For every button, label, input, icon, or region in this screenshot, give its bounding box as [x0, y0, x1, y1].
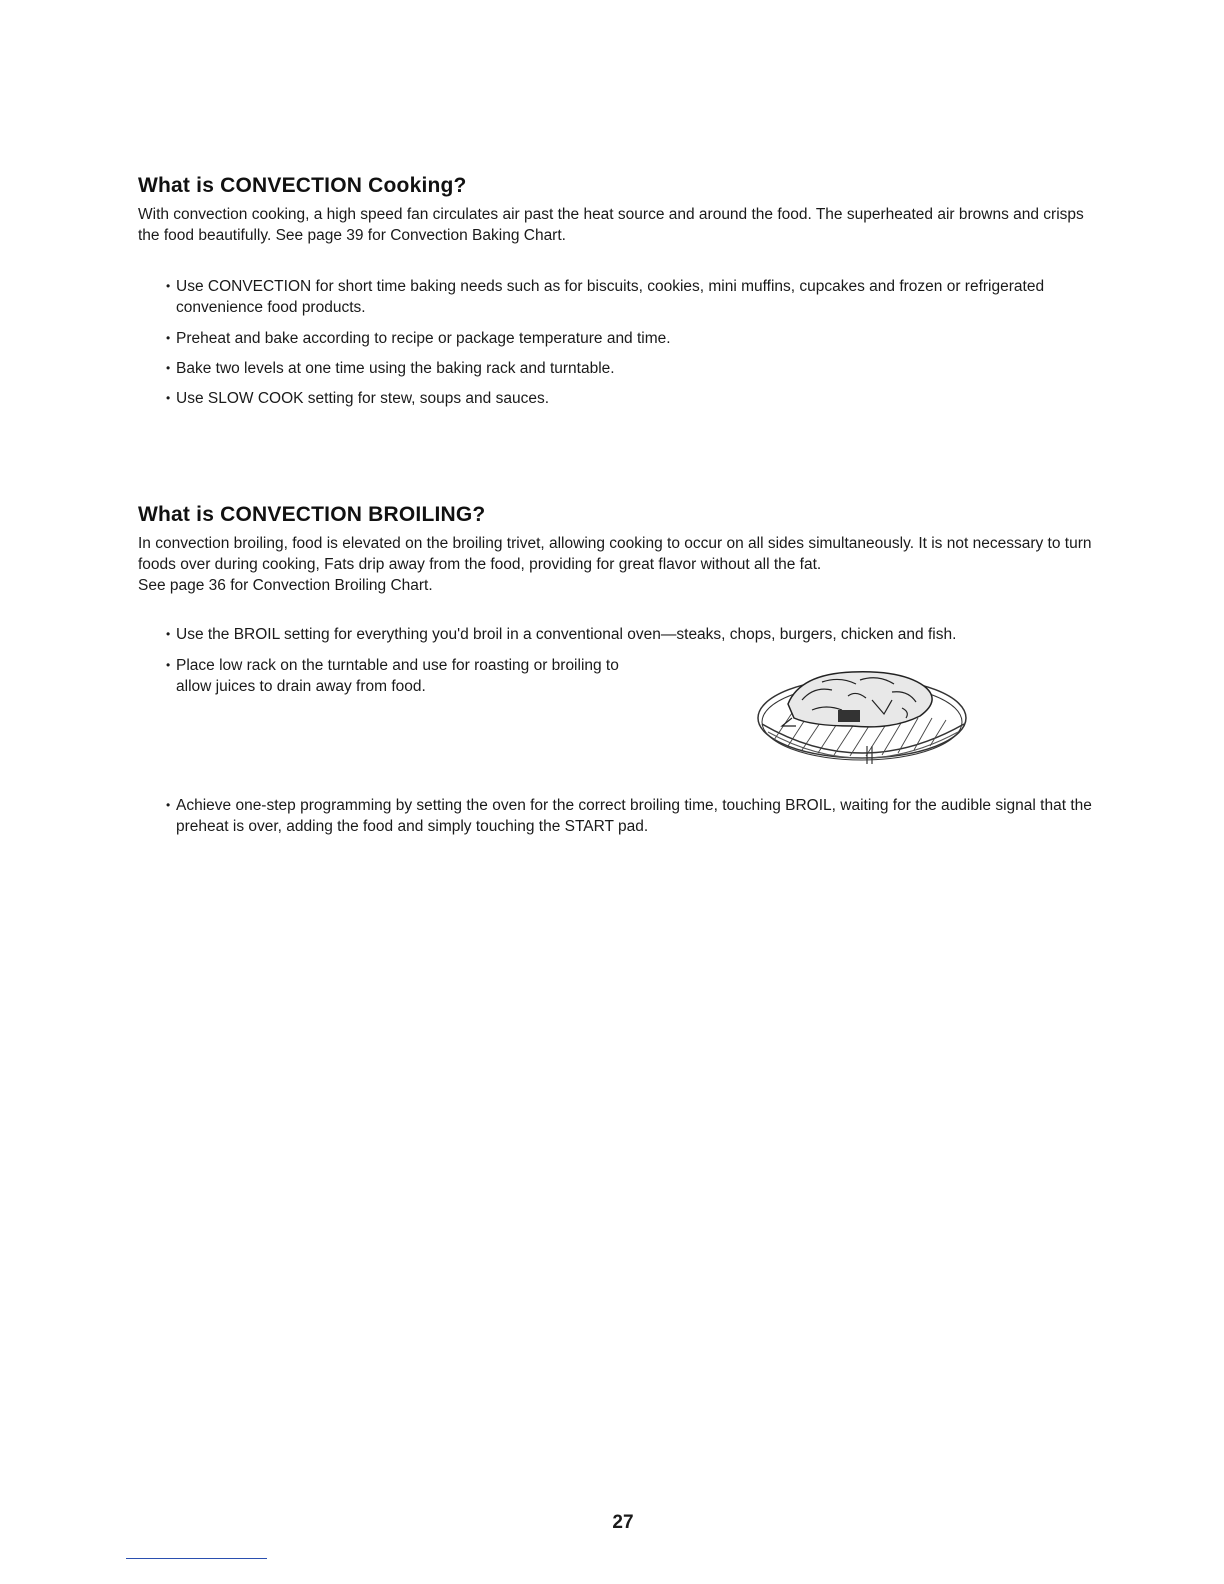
bullet-text: Achieve one-step programming by setting the oven for the correct broiling time, touching BROIL, waiting for the audible signal that the preheat is over, adding the food and simply touching the START pad. — [176, 797, 1092, 835]
bullet-icon: • — [166, 658, 171, 672]
bullet-text: Preheat and bake according to recipe or package temperature and time. — [176, 330, 671, 347]
section-intro: With convection cooking, a high speed fan circulates air past the heat source and around the food. The superheated air browns and crisps the food beautifully. See page 39 for Convection Baking Chart. — [138, 206, 1084, 244]
broiling-rack-with-food-icon — [752, 660, 974, 778]
bullet-icon: • — [166, 391, 171, 405]
bullet-text: Bake two levels at one time using the baking rack and turntable. — [176, 360, 615, 377]
bullet-text: Place low rack on the turntable and use for roasting or broiling to allow juices to drain away from food. — [176, 657, 619, 695]
section-intro: In convection broiling, food is elevated on the broiling trivet, allowing cooking to occur on all sides simultaneously. It is not necessary to turn foods over during cooking, Fats drip away from the food, providing for great flavor without all the fat. — [138, 535, 1092, 573]
list-item — [166, 624, 1100, 645]
bullet-icon: • — [166, 627, 171, 641]
list-item — [166, 276, 1100, 318]
section-convection-cooking — [138, 174, 1100, 246]
convection-cooking-bullets — [166, 276, 1100, 409]
list-item — [166, 328, 1100, 349]
list-item — [166, 795, 1100, 837]
bullet-text: Use CONVECTION for short time baking needs such as for biscuits, cookies, mini muffins, cupcakes and frozen or refrigerated convenience food products. — [176, 278, 1045, 316]
bullet-icon: • — [166, 279, 171, 293]
footer-divider — [126, 1558, 267, 1559]
bullet-text: Use the BROIL setting for everything you'd broil in a conventional oven—steaks, chops, burgers, chicken and fish. — [176, 626, 957, 643]
page-number: 27 — [612, 1512, 634, 1533]
bullet-icon: • — [166, 798, 171, 812]
list-item — [166, 388, 1100, 409]
section-intro-ref: See page 36 for Convection Broiling Chart. — [138, 577, 433, 594]
list-item — [166, 655, 646, 697]
bullet-icon: • — [166, 331, 171, 345]
list-item — [166, 358, 1100, 379]
section-title: What is CONVECTION BROILING? — [138, 503, 486, 526]
section-title: What is CONVECTION Cooking? — [138, 174, 467, 197]
bullet-text: Use SLOW COOK setting for stew, soups and sauces. — [176, 390, 550, 407]
section-convection-broiling — [138, 503, 1100, 596]
bullet-icon: • — [166, 361, 171, 375]
